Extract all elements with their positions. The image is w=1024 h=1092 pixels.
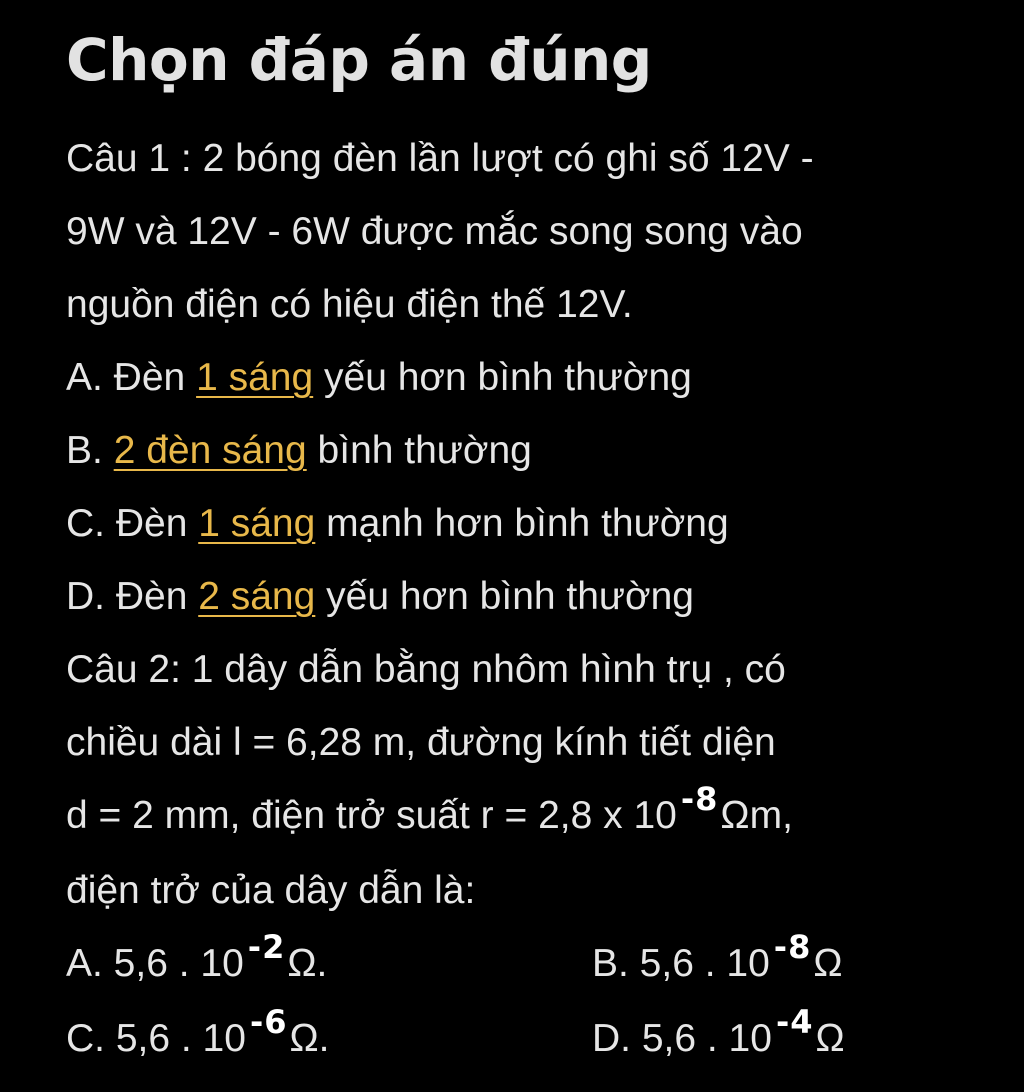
option-suffix: yếu hơn bình thường <box>315 575 694 618</box>
option-base: C. 5,6 . 10 <box>66 1017 246 1060</box>
handwritten-exponent: -8 <box>680 780 719 818</box>
highlighted-text: 2 đèn sáng <box>113 429 307 472</box>
page-title: Chọn đáp án đúng <box>66 26 652 94</box>
question1-option-a <box>66 341 1006 414</box>
handwritten-exponent: -4 <box>775 1003 814 1041</box>
handwritten-exponent: -6 <box>249 1003 288 1041</box>
question1-line1: Câu 1 : 2 bóng đèn lần lượt có ghi số 12V - <box>66 137 814 180</box>
question2-options-row-1 <box>66 927 1006 1002</box>
question2-line2: chiều dài l = 6,28 m, đường kính tiết diện <box>66 721 776 764</box>
question2-line3 <box>66 779 1006 854</box>
question2-line4: điện trở của dây dẫn là: <box>66 869 476 912</box>
document <box>66 18 1006 1077</box>
option-prefix: A. Đèn <box>66 356 197 399</box>
question2-option-d <box>592 1002 992 1077</box>
option-unit: Ω. <box>287 942 328 985</box>
question1-option-b <box>66 414 1006 487</box>
option-suffix: yếu hơn bình thường <box>313 356 692 399</box>
option-prefix: B. <box>66 429 114 472</box>
question2-options-row-2 <box>66 1002 1006 1077</box>
option-suffix: mạnh hơn bình thường <box>315 502 729 545</box>
option-prefix: D. Đèn <box>66 575 199 618</box>
highlighted-text: 1 sáng <box>196 356 314 399</box>
question1-line3: nguồn điện có hiệu điện thế 12V. <box>66 283 633 326</box>
question2-option-a <box>66 927 592 1002</box>
option-prefix: C. Đèn <box>66 502 199 545</box>
option-base: B. 5,6 . 10 <box>592 942 770 985</box>
option-base: D. 5,6 . 10 <box>592 1017 772 1060</box>
question1-option-d <box>66 560 1006 633</box>
question2-option-c <box>66 1002 592 1077</box>
handwritten-exponent: -2 <box>247 928 286 966</box>
question1-line2: 9W và 12V - 6W được mắc song song vào <box>66 210 803 253</box>
question1-option-c <box>66 487 1006 560</box>
question2-option-b <box>592 927 992 1002</box>
resistivity-text: d = 2 mm, điện trở suất r = 2,8 x 10 <box>66 794 677 837</box>
option-unit: Ω <box>813 942 843 985</box>
resistivity-unit: Ωm, <box>720 794 793 837</box>
highlighted-text: 1 sáng <box>198 502 316 545</box>
option-unit: Ω. <box>289 1017 330 1060</box>
question2-line1: Câu 2: 1 dây dẫn bằng nhôm hình trụ , có <box>66 648 786 691</box>
handwritten-exponent: -8 <box>773 928 812 966</box>
option-unit: Ω <box>815 1017 845 1060</box>
option-base: A. 5,6 . 10 <box>66 942 244 985</box>
highlighted-text: 2 sáng <box>198 575 316 618</box>
option-suffix: bình thường <box>306 429 532 472</box>
